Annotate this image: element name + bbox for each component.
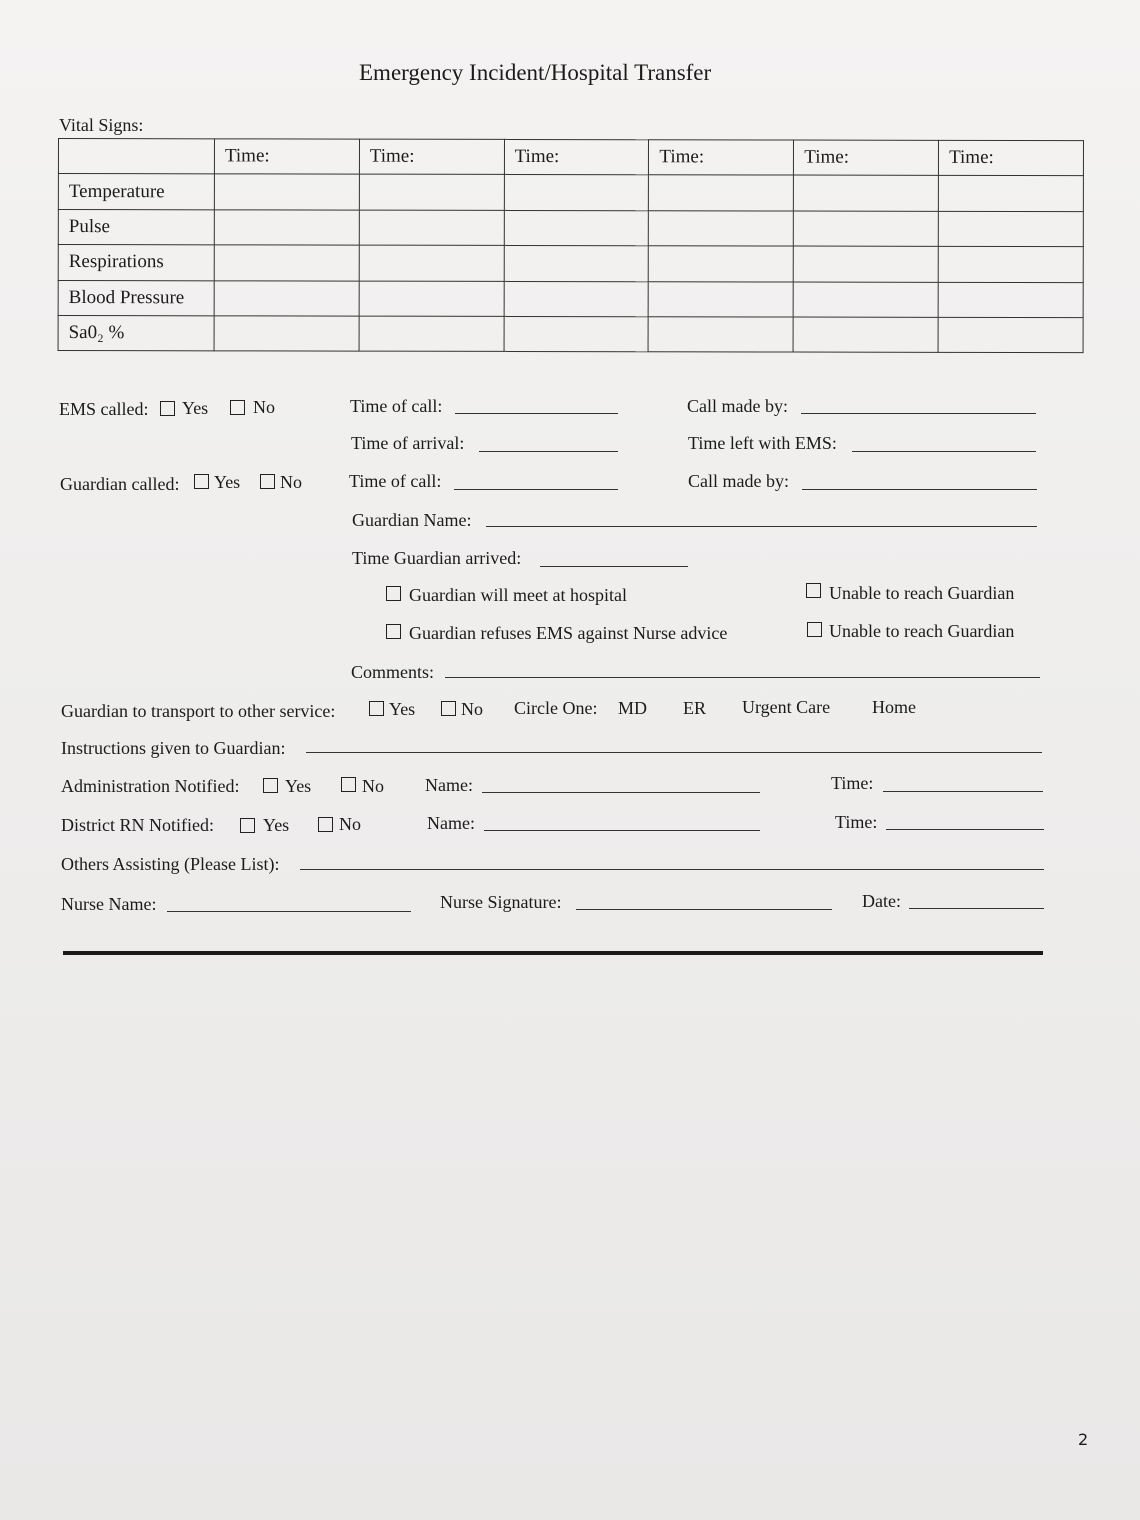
time-header[interactable]: Time: [214,139,359,175]
vital-cell[interactable] [938,176,1083,212]
unable-to-reach-checkbox-2[interactable] [807,622,822,637]
vital-cell[interactable] [793,282,938,318]
vitals-row-sao2 [58,315,1083,353]
admin-no-label: No [362,776,384,796]
refuses-ems-label: Guardian refuses EMS against Nurse advice [409,623,728,643]
time-header[interactable]: Time: [794,140,939,176]
section-divider [63,951,1043,955]
row-label: Pulse [58,209,214,245]
vitals-row-blood-pressure [58,280,1083,318]
vital-cell[interactable] [214,210,359,246]
ems-time-of-call-field[interactable] [455,413,618,414]
admin-name-field[interactable] [482,792,760,793]
vital-cell[interactable] [214,316,359,352]
guardian-no-label: No [280,472,302,492]
guardian-yes-checkbox[interactable] [194,474,209,489]
ems-call-made-by-label: Call made by: [687,396,788,416]
unable-to-reach-label-1: Unable to reach Guardian [829,583,1015,603]
row-label: Blood Pressure [58,280,214,316]
ems-no-checkbox[interactable] [230,400,245,415]
district-no-label: No [339,814,361,834]
time-guardian-arrived-field[interactable] [540,566,688,567]
option-er[interactable]: ER [683,698,707,718]
vital-cell[interactable] [938,247,1083,283]
vitals-row-respirations [58,245,1083,283]
vital-cell[interactable] [504,246,649,282]
others-assisting-field[interactable] [300,869,1044,870]
ems-called-label: EMS called: [59,399,149,419]
guardian-no-checkbox[interactable] [260,474,275,489]
vital-cell[interactable] [938,317,1083,353]
time-of-arrival-field[interactable] [479,451,618,452]
ems-call-made-by-field[interactable] [801,413,1036,414]
admin-notified-label: Administration Notified: [61,776,240,796]
vitals-row-pulse [58,209,1083,247]
vital-cell[interactable] [794,175,939,211]
option-home[interactable]: Home [872,697,916,717]
guardian-name-field[interactable] [486,526,1037,527]
ems-yes-checkbox[interactable] [160,401,175,416]
vital-signs-table [58,138,1084,353]
vitals-row-temperature [58,174,1083,212]
admin-name-label: Name: [425,775,473,795]
nurse-signature-label: Nurse Signature: [440,892,562,912]
vital-cell[interactable] [504,316,649,352]
transport-yes-checkbox[interactable] [369,701,384,716]
vital-cell[interactable] [359,175,504,211]
guardian-called-label: Guardian called: [60,474,180,494]
admin-yes-checkbox[interactable] [263,778,278,793]
district-rn-label: District RN Notified: [61,815,214,835]
admin-time-label: Time: [831,773,874,793]
date-label: Date: [862,891,901,911]
vital-cell[interactable] [649,175,794,211]
others-assisting-label: Others Assisting (Please List): [61,854,280,874]
vital-cell[interactable] [504,281,649,317]
vital-cell[interactable] [504,175,649,211]
admin-yes-label: Yes [285,776,312,796]
nurse-name-field[interactable] [167,911,411,912]
ems-yes-label: Yes [182,398,209,418]
vital-signs-label: Vital Signs: [59,115,144,135]
vital-cell[interactable] [938,282,1083,318]
transport-no-checkbox[interactable] [441,701,456,716]
transport-yes-label: Yes [389,699,416,719]
vital-cell[interactable] [649,246,794,282]
unable-to-reach-checkbox-1[interactable] [806,583,821,598]
time-header[interactable]: Time: [359,139,504,175]
time-left-with-ems-field[interactable] [852,451,1036,452]
guardian-yes-label: Yes [214,472,241,492]
guardian-call-made-by-label: Call made by: [688,471,789,491]
time-header[interactable]: Time: [504,139,649,175]
guardian-time-of-call-label: Time of call: [349,471,442,491]
vital-cell[interactable] [649,317,794,353]
instructions-label: Instructions given to Guardian: [61,738,286,758]
vital-cell[interactable] [359,210,504,246]
admin-no-checkbox[interactable] [341,777,356,792]
meet-at-hospital-label: Guardian will meet at hospital [409,585,627,605]
district-time-field[interactable] [886,829,1044,830]
vital-cell[interactable] [793,317,938,353]
district-time-label: Time: [835,812,878,832]
time-header[interactable]: Time: [649,140,794,176]
vital-cell[interactable] [794,246,939,282]
vital-cell[interactable] [938,211,1083,247]
vital-cell[interactable] [359,245,504,281]
time-left-with-ems-label: Time left with EMS: [688,433,837,453]
unable-to-reach-label-2: Unable to reach Guardian [829,621,1015,641]
vitals-header-row [58,139,1083,177]
nurse-signature-field[interactable] [576,909,832,910]
guardian-call-made-by-field[interactable] [802,489,1037,490]
option-urgent-care[interactable]: Urgent Care [742,697,831,717]
admin-time-field[interactable] [883,791,1043,792]
instructions-field[interactable] [306,752,1042,753]
option-md[interactable]: MD [618,698,648,718]
time-guardian-arrived-label: Time Guardian arrived: [352,548,522,568]
row-label: Sa0₂ % [58,315,214,351]
vital-cell[interactable] [214,245,359,281]
ems-no-label: No [253,397,275,417]
nurse-name-label: Nurse Name: [61,894,157,914]
refuses-ems-checkbox[interactable] [386,624,401,639]
vital-cell[interactable] [504,210,649,246]
vital-cell[interactable] [214,280,359,316]
comments-label: Comments: [351,662,435,682]
vital-cell[interactable] [794,211,939,247]
vital-cell[interactable] [649,281,794,317]
district-yes-checkbox[interactable] [240,818,255,833]
transport-no-label: No [461,699,483,719]
page-number: 2 [1078,1430,1089,1449]
time-header[interactable]: Time: [939,140,1084,176]
vital-cell[interactable] [214,174,359,210]
vital-cell[interactable] [359,281,504,317]
district-name-field[interactable] [484,830,760,831]
transport-label: Guardian to transport to other service: [61,701,336,721]
vital-cell[interactable] [649,211,794,247]
row-label: Respirations [58,245,214,281]
guardian-time-of-call-field[interactable] [454,489,618,490]
district-no-checkbox[interactable] [318,817,333,832]
vital-cell[interactable] [359,316,504,352]
vitals-corner-cell [58,139,214,175]
row-label: Temperature [58,174,214,210]
district-name-label: Name: [427,813,475,833]
district-yes-label: Yes [263,815,290,835]
circle-one-label: Circle One: [514,698,598,718]
meet-at-hospital-checkbox[interactable] [386,586,401,601]
date-field[interactable] [909,908,1044,909]
form-title: Emergency Incident/Hospital Transfer [359,60,712,85]
ems-time-of-call-label: Time of call: [350,396,443,416]
comments-field[interactable] [445,677,1040,678]
time-of-arrival-label: Time of arrival: [351,433,465,453]
guardian-name-label: Guardian Name: [352,510,472,530]
